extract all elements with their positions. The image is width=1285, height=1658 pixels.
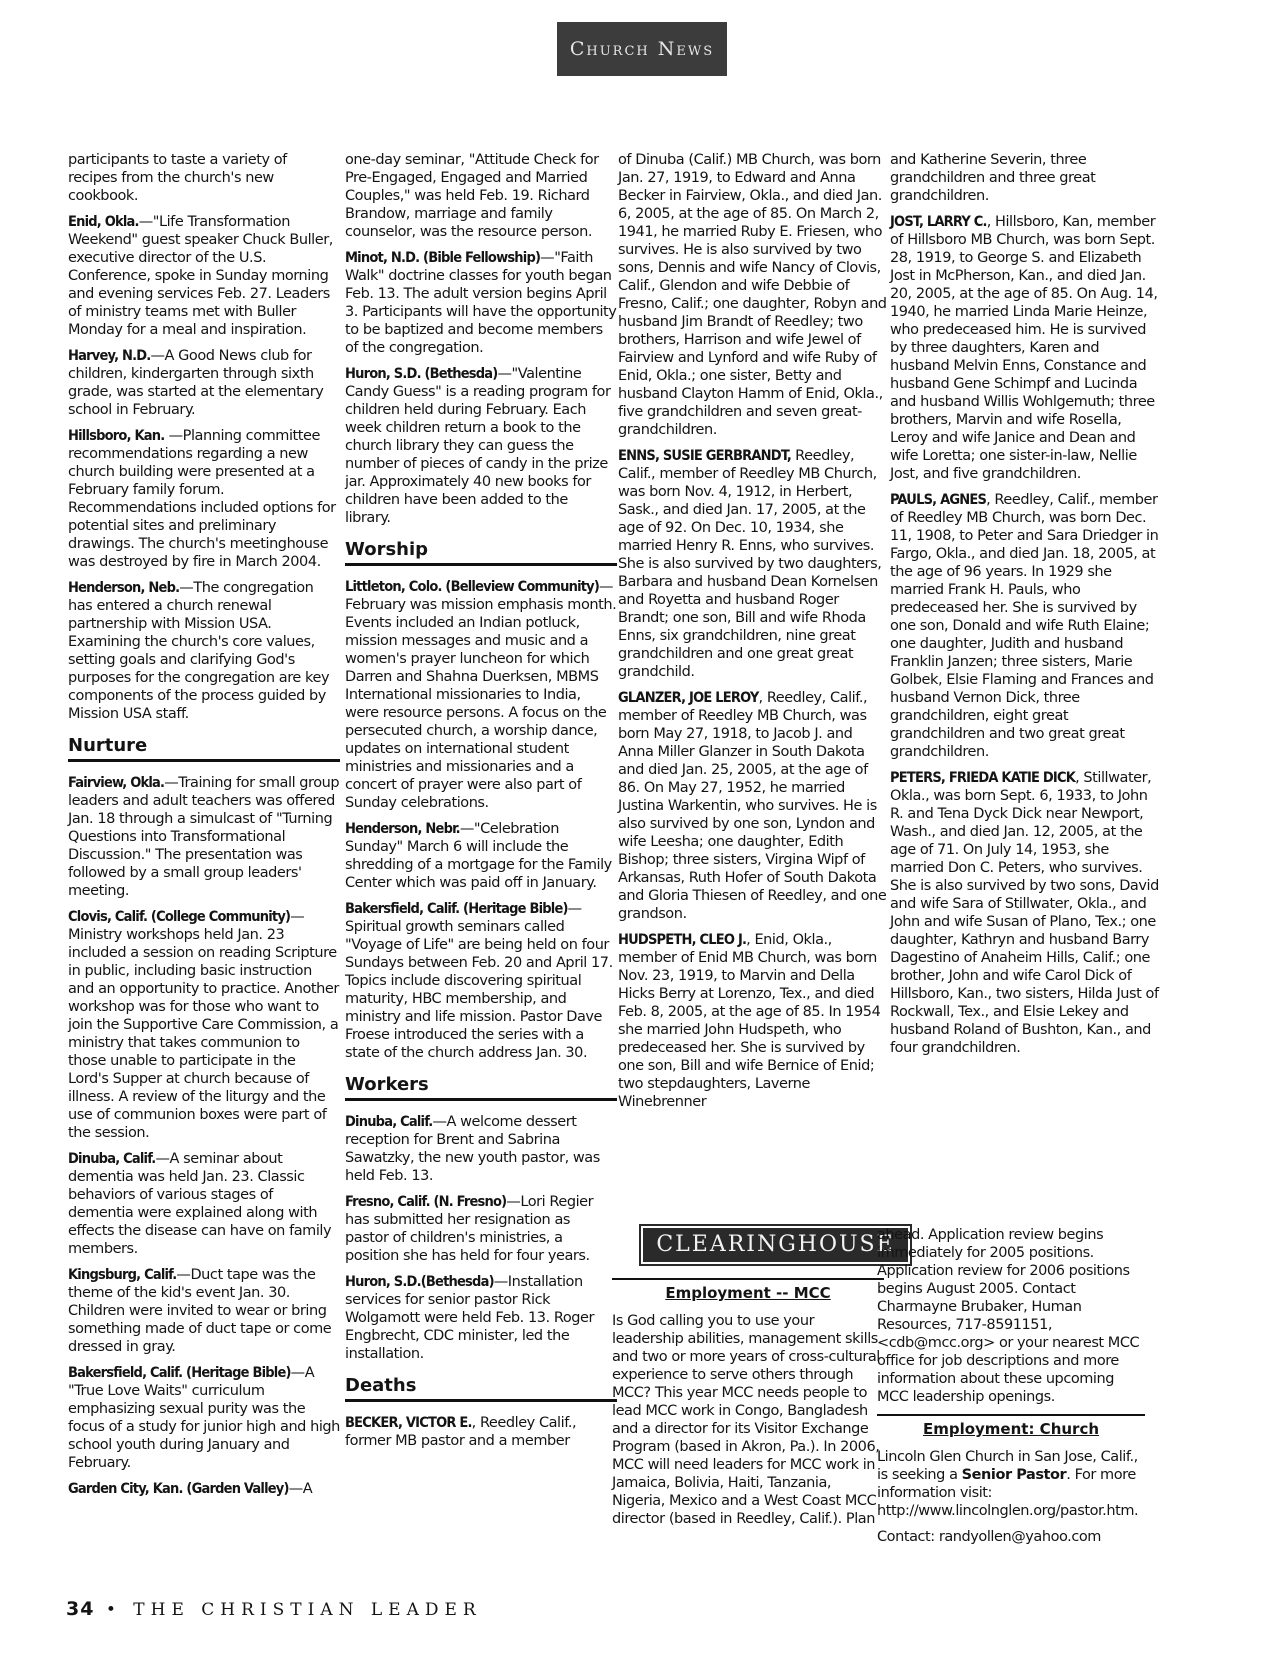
news-item — [345, 1273, 617, 1363]
news-item — [68, 1364, 340, 1472]
news-item — [890, 491, 1160, 761]
news-item — [68, 774, 340, 900]
news-item-text: of Dinuba (Calif.) MB Church, was born Jan. 27, 1919, to Edward and Anna Becker in Fairview, Okla., and died Jan. 6, 2005, at the age of 85. On March 2, 1941, he married Ruby E. Friesen, who survives. He is also survived by two sons, Dennis and wife Nancy of Clovis, Calif., Glendon and wife Debbie of Fresno, Calif.; one daughter, Robyn and husband Jim Brandt of Reedley; two brothers, Harrison and wife Jewel of Fairview and Lynford and wife Ruby of Enid, Okla.; one sister, Betty and husband Clayton Hamm of Enid, Okla., five grandchildren and seven great-grandchildren. — [618, 152, 887, 438]
news-item — [345, 249, 617, 357]
news-item-lead: Huron, S.D.(Bethesda) — [345, 1274, 494, 1290]
news-item-text: —Spiritual growth seminars called "Voyage of Life" are being held on four Sundays between Feb. 20 and April 17. Topics include discovering spiritual maturity, HBC membership, and ministry and life mission. Pastor Dave Froese introduced the series with a state of the church address Jan. 30. — [345, 901, 613, 1061]
publication-name: THE CHRISTIAN LEADER — [133, 1600, 482, 1620]
news-item-text: —February was mission emphasis month. Events included an Indian potluck, mission messages and music and a women's prayer luncheon for which Darren and Shahna Duerksen, MBMS International missionaries to India, were resource persons. A focus on the persecuted church, a worship dance, updates on international student ministries and missionaries and a concert of prayer were also part of Sunday celebrations. — [345, 579, 617, 811]
news-item-text: , Stillwater, Okla., was born Sept. 6, 1933, to John R. and Tena Dyck Dick near Newport, Wash., and died Jan. 12, 2005, at the age of 71. On July 14, 1953, she married Don C. Peters, who survives. She is also survived by two sons, David and wife Sara of Stillwater, Okla., and John and wife Susan of Plano, Tex.; one daughter, Kathryn and husband Barry Dagestino of Anaheim Hills, Calif.; one brother, John and wife Carol Dick of Hillsboro, Kan., two sisters, Hilda Just of Rockwall, Tex., and Elsie Lekey and husband Roland of Bushton, Kan., and four grandchildren. — [890, 770, 1159, 1056]
section-heading-worship: Worship — [345, 535, 617, 566]
col1-entries — [68, 151, 340, 723]
news-item-text: , Enid, Okla., member of Enid MB Church, was born Nov. 23, 1919, to Marvin and Della Hicks Berry at Lorenzo, Tex., and died Feb. 8, 2005, at the age of 85. In 1954 she married John Hudspeth, who predeceased her. She is survived by one son, Bill and wife Bernice of Enid; two stepdaughters, Laverne Winebrenner — [618, 932, 881, 1110]
news-item-lead: Hillsboro, Kan. — [68, 428, 165, 444]
news-item-lead: Littleton, Colo. (Belleview Community) — [345, 579, 600, 595]
employment-church-heading: Employment: Church — [877, 1414, 1145, 1438]
news-item-lead: Garden City, Kan. (Garden Valley) — [68, 1481, 289, 1497]
news-item — [68, 151, 340, 205]
news-item-lead: BECKER, VICTOR E. — [345, 1415, 472, 1431]
col2b-entries — [345, 578, 617, 1062]
news-item-lead: Dinuba, Calif. — [345, 1114, 433, 1130]
news-item — [345, 820, 617, 892]
col3-entries — [618, 151, 890, 1111]
news-item-text: and Katherine Severin, three grandchildren and three great grandchildren. — [890, 152, 1096, 204]
col1b-entries — [68, 774, 340, 1498]
news-item-text: —Planning committee recommendations regarding a new church building were presented at a February family forum. Recommendations included options for potential sites and preliminary drawings. The church's meetinghouse was destroyed by fire in March 2004. — [68, 428, 336, 570]
news-item-text: , Reedley, Calif., member of Reedley MB Church, was born May 27, 1918, to Jacob J. and Anna Miller Glanzer in South Dakota and died Jan. 25, 2005, at the age of 86. On May 27, 1952, he married Justina Warkentin, who survives. He is also survived by one son, Lyndon and wife Leesha; one daughter, Edith Bishop; three sisters, Virgina Wipf of Arkansas, Ruth Hofer of South Dakota and Gloria Thiesen of Reedley, and one grandson. — [618, 690, 887, 922]
news-item-lead: PAULS, AGNES — [890, 492, 987, 508]
news-item-text: , Hillsboro, Kan, member of Hillsboro MB Church, was born Sept. 28, 1919, to George S. and Elizabeth Jost in McPherson, Kan., and died Jan. 20, 2005, at the age of 85. On Aug. 14, 1940, he married Linda Marie Heinze, who predeceased him. He is survived by three daughters, Karen and husband Melvin Enns, Constance and husband Gene Schimpf and Lucinda and husband Willis Wohlgemuth; three brothers, Marvin and wife Rosella, Leroy and wife Janice and Dean and wife Loretta; one sister-in-law, Nellie Jost, and five grandchildren. — [890, 214, 1158, 482]
senior-pastor-label: Senior Pastor — [961, 1467, 1067, 1483]
news-item-text: —Ministry workshops held Jan. 23 included a session on reading Scripture in public, including basic instruction and an opportunity to practice. Another workshop was for those who want to join the Supportive Care Commission, a ministry that takes communion to those unable to participate in the Lord's Supper at church because of illness. A review of the liturgy and the use of communion boxes were part of the session. — [68, 909, 339, 1141]
news-item-lead: Harvey, N.D. — [68, 348, 151, 364]
page-footer — [66, 1598, 482, 1620]
news-item — [345, 578, 617, 812]
employment-church-text-a: Lincoln Glen Church in San Jose, Calif., is seeking a — [877, 1449, 1138, 1483]
news-item-text: one-day seminar, "Attitude Check for Pre-Engaged, Engaged and Married Couples," was held Feb. 19. Richard Brandow, marriage and family counselor, was the resource person. — [345, 152, 599, 240]
column-4 — [890, 151, 1160, 1065]
news-item-text: , Reedley, Calif., member of Reedley MB Church, was born Dec. 11, 1908, to Peter and Sara Driedger in Fargo, Okla., and died Jan. 18, 2005, at the age of 96 years. In 1929 she married Frank H. Pauls, who predeceased her. She is survived by one son, Donald and wife Ruth Elaine; one daughter, Judith and husband Franklin Janzen; three sisters, Marie Golbek, Elsie Flaming and Frances and husband Vernon Dick, three grandchildren, eight great grandchildren and two great great grandchildren. — [890, 492, 1159, 760]
news-item — [345, 1193, 617, 1265]
news-item — [345, 900, 617, 1062]
news-item-text: —Duct tape was the theme of the kid's event Jan. 30. Children were invited to wear or bring something made of duct tape or come dressed in gray. — [68, 1267, 332, 1355]
employment-mcc-text: Is God calling you to use your leadership abilities, management skills and two or more years of cross-cultural experience to serve others through MCC? This year MCC needs people to lead MCC work in Congo, Bangladesh and a director for its Visitor Exchange Program (based in Akron, Pa.). In 2006, MCC will need leaders for MCC work in Jamaica, Bolivia, Haiti, Tanzania, Nigeria, Mexico and a West Coast MCC director (based in Reedley, Calif.). Plan — [612, 1313, 880, 1527]
news-item — [345, 1414, 617, 1450]
news-item-text: —Lori Regier has submitted her resignation as pastor of children's ministries, a position she has held for four years. — [345, 1194, 594, 1264]
news-item-lead: PETERS, FRIEDA KATIE DICK — [890, 770, 1076, 786]
news-item — [618, 689, 890, 923]
employment-mcc-continued: ahead. Application review begins immediately for 2005 positions. Application review for 2006 positions begins August 2005. Contact Charmayne Brubaker, Human Resources, 717-8591151, <cdb@mcc.org> or your nearest MCC office for job descriptions and more information about these upcoming MCC leadership openings. — [877, 1227, 1140, 1405]
section-heading-nurture: Nurture — [68, 731, 340, 762]
section-heading-deaths: Deaths — [345, 1371, 617, 1402]
news-item-lead: Fairview, Okla. — [68, 775, 165, 791]
news-item — [618, 151, 890, 439]
news-item — [890, 769, 1160, 1057]
news-item-lead: JOST, LARRY C. — [890, 214, 987, 230]
news-item-text: , Reedley Calif., former MB pastor and a member — [345, 1415, 577, 1449]
news-item-text: —A Good News club for children, kindergarten through sixth grade, was started at the elementary school in February. — [68, 348, 324, 418]
news-item-lead: Bakersfield, Calif. (Heritage Bible) — [68, 1365, 291, 1381]
news-item-lead: HUDSPETH, CLEO J. — [618, 932, 747, 948]
news-item — [68, 1266, 340, 1356]
news-item — [68, 579, 340, 723]
employment-church-text-b: . For more information visit: http://www.lincolnglen.org/pastor.htm. — [877, 1467, 1139, 1519]
employment-church-text — [877, 1448, 1145, 1520]
col4-entries — [890, 151, 1160, 1057]
news-item — [345, 151, 617, 241]
news-item-text: —A welcome dessert reception for Brent and Sabrina Sawatzky, the new youth pastor, was held Feb. 13. — [345, 1114, 600, 1184]
clearinghouse-banner: CLEARINGHOUSE — [643, 1228, 908, 1262]
page-number: 34 — [66, 1598, 95, 1620]
news-item-text: —"Life Transformation Weekend" guest speaker Chuck Buller, executive director of the U.S. Conference, spoke in Sunday morning and evening services Feb. 27. Leaders of ministry teams met with Buller Monday for a meal and inspiration. — [68, 214, 333, 338]
news-item — [68, 347, 340, 419]
news-item-text: Reedley, Calif., member of Reedley MB Church, was born Nov. 4, 1912, in Herbert, Sask., and died Jan. 17, 2005, at the age of 92. On Dec. 10, 1934, she married Henry R. Enns, who survives. She is also survived by two daughters, Barbara and husband Dean Kornelsen and Royetta and husband Roger Brandt; one son, Bill and wife Rhoda Enns, six grandchildren, nine great grandchildren and one great great grandchild. — [618, 448, 882, 680]
news-item — [68, 1150, 340, 1258]
news-item-lead: Minot, N.D. (Bible Fellowship) — [345, 250, 541, 266]
news-item-lead: Henderson, Nebr. — [345, 821, 460, 837]
section-heading-workers: Workers — [345, 1070, 617, 1101]
column-1 — [68, 151, 340, 1506]
news-item — [68, 908, 340, 1142]
section-header: Church News — [557, 22, 727, 76]
news-item — [618, 931, 890, 1111]
news-item-lead: Bakersfield, Calif. (Heritage Bible) — [345, 901, 568, 917]
news-item-lead: Kingsburg, Calif. — [68, 1267, 177, 1283]
column-2 — [345, 151, 617, 1458]
news-item-lead: Fresno, Calif. (N. Fresno) — [345, 1194, 507, 1210]
col2-entries — [345, 151, 617, 527]
news-item-text: —"Faith Walk" doctrine classes for youth began Feb. 13. The adult version begins April 3. Participants will have the opportunity to be baptized and become members of the congregation. — [345, 250, 617, 356]
news-item-text: —A "True Love Waits" curriculum emphasizing sexual purity was the focus of a study for junior high and high school youth during January and February. — [68, 1365, 340, 1471]
news-item-text: —"Celebration Sunday" March 6 will include the shredding of a mortgage for the Family Center which was paid off in January. — [345, 821, 612, 891]
column-3 — [618, 151, 890, 1119]
news-item — [68, 213, 340, 339]
news-item-text: participants to taste a variety of recipes from the church's new cookbook. — [68, 152, 287, 204]
news-item — [618, 447, 890, 681]
news-item-lead: ENNS, SUSIE GERBRANDT, — [618, 448, 792, 464]
news-item-lead: Clovis, Calif. (College Community) — [68, 909, 291, 925]
news-item — [345, 365, 617, 527]
news-item-text: —Installation services for senior pastor Rick Wolgamott were held Feb. 13. Roger Engbrecht, CDC minister, led the installation. — [345, 1274, 594, 1362]
col2c-entries — [345, 1113, 617, 1363]
clearinghouse-col2 — [877, 1226, 1145, 1554]
news-item-text: —Training for small group leaders and adult teachers was offered Jan. 18 through a simulcast of "Turning Questions into Transformational Discussion." The presentation was followed by a small group leaders' meeting. — [68, 775, 340, 899]
news-item-lead: Huron, S.D. (Bethesda) — [345, 366, 498, 382]
news-item — [68, 427, 340, 571]
news-item — [890, 213, 1160, 483]
clearinghouse-mcc — [612, 1278, 884, 1536]
footer-bullet: • — [105, 1600, 122, 1620]
news-item-text: —A seminar about dementia was held Jan. 23. Classic behaviors of various stages of dementia were explained along with effects the disease can have on family members. — [68, 1151, 332, 1257]
col2d-entries — [345, 1414, 617, 1450]
news-item-lead: GLANZER, JOE LEROY — [618, 690, 759, 706]
employment-mcc-heading: Employment -- MCC — [612, 1278, 884, 1302]
news-item-text: —A — [288, 1481, 313, 1497]
news-item-lead: Dinuba, Calif. — [68, 1151, 156, 1167]
news-item — [890, 151, 1160, 205]
employment-church-contact: Contact: randyollen@yahoo.com — [877, 1529, 1101, 1545]
news-item-text: —The congregation has entered a church renewal partnership with Mission USA. Examining the church's core values, setting goals and clarifying God's purposes for the congregation are key components of the process guided by Mission USA staff. — [68, 580, 330, 722]
news-item-text: —"Valentine Candy Guess" is a reading program for children held during February. Each week children return a book to the church library they can guess the number of pieces of candy in the prize jar. Approximately 40 new books for children have been added to the library. — [345, 366, 611, 526]
news-item-lead: Enid, Okla. — [68, 214, 139, 230]
news-item — [68, 1480, 340, 1498]
news-item-lead: Henderson, Neb. — [68, 580, 180, 596]
news-item — [345, 1113, 617, 1185]
